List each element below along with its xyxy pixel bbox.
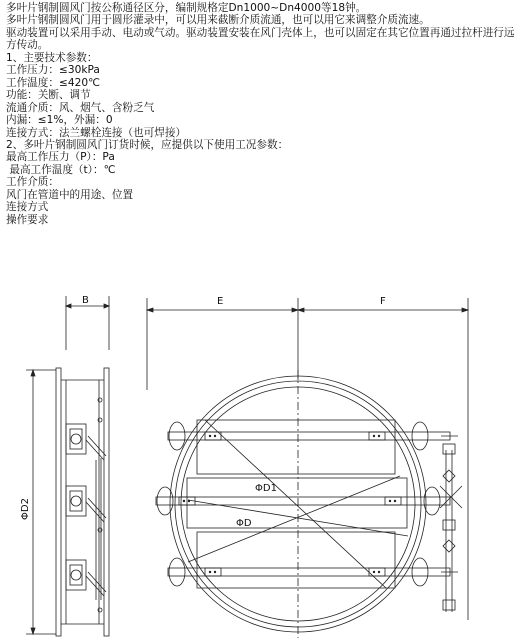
text-line-17: 操作要求	[6, 213, 49, 226]
side-view	[26, 296, 109, 636]
text-line-5: 工作压力：≤30kPa	[6, 64, 100, 77]
dimension-label-d: ΦD	[236, 518, 252, 529]
text-line-7: 功能：关断、调节	[6, 89, 91, 102]
dimension-label-d1: ΦD1	[255, 483, 277, 494]
text-line-8: 流通介质：风、烟气、含粉乏气	[6, 101, 155, 114]
text-line-9: 内漏：≤1%，外漏：0	[6, 114, 113, 127]
text-line-2: 多叶片钢制圆风门用于圆形灌录中，可以用来截断介质流通，也可以用它来调整介质流速。	[6, 14, 430, 27]
dimension-label-f: F	[380, 296, 386, 307]
text-line-4: 1、主要技术参数：	[6, 51, 98, 64]
text-line-12: 最高工作压力（P）：Pa	[6, 151, 115, 164]
text-line-16: 连接方式	[6, 201, 49, 214]
text-line-10: 连接方式：法兰螺栓连接（也可焊接）	[6, 126, 187, 139]
text-line-15: 风门在管道中的用途、位置	[6, 188, 134, 201]
text-line-3: 驱动装置可以采用手动、电动或气动。驱动装置安装在风门壳体上，也可以固定在其它位置再通过拉杆进行远方传动。	[6, 26, 515, 52]
text-line-11: 2、多叶片钢制圆风门订货时候，应提供以下使用工况参数：	[6, 138, 289, 151]
dimension-label-d2: ΦD2	[20, 498, 31, 520]
dimension-label-e: E	[217, 296, 224, 307]
text-line-1: 多叶片钢制圆风门按公称通径区分，编制规格定Dn1000~Dn4000等18钟。	[6, 2, 367, 14]
text-line-6: 工作温度：≤420℃	[6, 76, 100, 89]
text-line-14: 工作介质：	[6, 176, 59, 189]
text-line-13: 最高工作温度（t）：℃	[6, 163, 116, 176]
dimension-label-b: B	[82, 295, 89, 306]
front-view	[147, 298, 468, 638]
